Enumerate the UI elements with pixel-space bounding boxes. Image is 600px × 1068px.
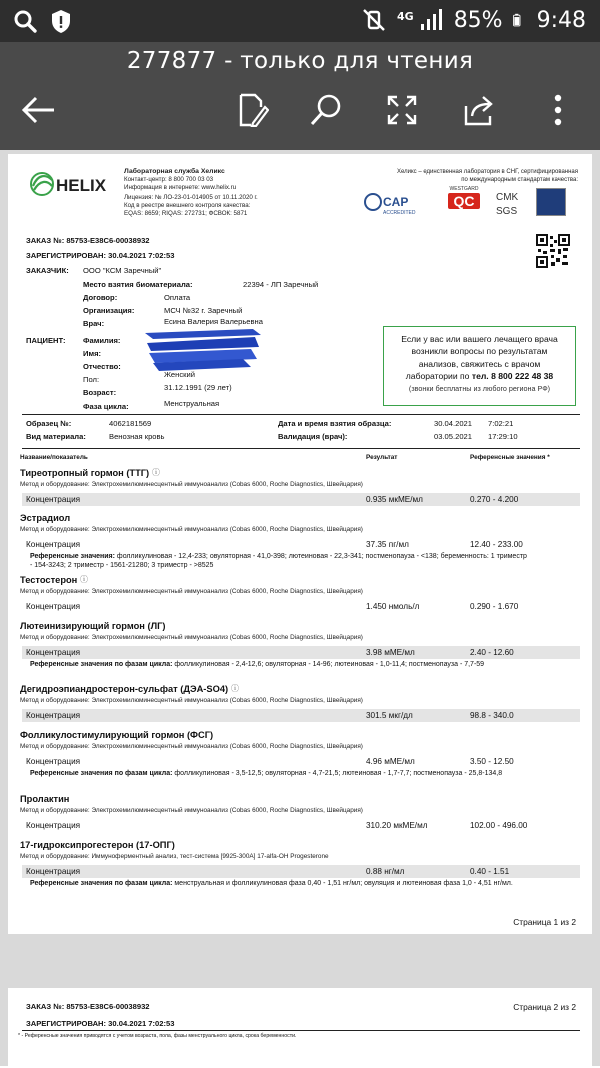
sample-label: Образец №: xyxy=(26,419,72,428)
doctor-value: Есина Валерия Валерьевна xyxy=(164,317,263,326)
svg-text:HELIX: HELIX xyxy=(56,176,107,195)
svg-text:ACCREDITED: ACCREDITED xyxy=(383,210,416,216)
material-label: Вид материала: xyxy=(26,432,86,441)
edit-document-icon xyxy=(235,93,269,127)
lab-website: Информация в интернете: www.helix.ru xyxy=(124,184,237,191)
result-value: 310.20 мкМЕ/мл xyxy=(366,821,428,830)
search-icon xyxy=(309,93,343,127)
lab-license: Лицензия: № ЛО-23-01-014905 от 10.11.2020 г. xyxy=(124,194,258,201)
find-button[interactable] xyxy=(306,90,346,130)
lab-name: Лабораторная служба Хеликс xyxy=(124,168,225,175)
reference-note-text: менструальная и фолликулиновая фаза 0,40 - 1,51 нг/мл; овуляция и лютеиновая фаза 1,0 - 4,51 нг/мл. xyxy=(172,880,513,887)
cert-text-line: по международным стандартам качества: xyxy=(461,177,578,183)
reference-range: 0.270 - 4.200 xyxy=(470,495,519,504)
param-name: Концентрация xyxy=(26,648,81,657)
result-value: 0.88 нг/мл xyxy=(366,867,405,876)
page-number: Страница 1 из 2 xyxy=(513,917,576,927)
reference-note xyxy=(30,879,530,888)
lab-eqas: EQAS: 8659; RIQAS: 272731; ФСВОК: 5871 xyxy=(124,210,248,217)
organization-value: МСЧ №32 г. Заречный xyxy=(164,306,243,315)
info-icon[interactable]: ⓘ xyxy=(80,575,88,584)
param-name: Концентрация xyxy=(26,602,81,611)
test-method: Метод и оборудование: Электрохемилюминесцентный иммуноанализ (Cobas 6000, Roche Diagnostics, Швейцария) xyxy=(20,697,363,704)
battery-icon xyxy=(513,7,527,33)
taken-label: Дата и время взятия образца: xyxy=(278,419,392,428)
footnote: * - Референсные значения приводятся с учетом возраста, пола, фазы менструального цикла, срока беременности. xyxy=(18,1033,297,1039)
reference-note-text: фолликулиновая - 3,5-12,5; овуляторная - 4,7-21,5; лютеиновая - 1,7-7,7; постменопауза - 25,8-134,8 xyxy=(172,770,503,777)
lab-phone[interactable]: тел. 8 800 222 48 38 xyxy=(471,371,554,382)
note-line: Если у вас или вашего лечащего врача xyxy=(401,334,558,344)
document-title: 277877 - только для чтения xyxy=(126,48,474,74)
note-line: анализов, свяжитесь с врачом xyxy=(418,358,541,369)
param-name: Концентрация xyxy=(26,821,81,830)
sample-value: 4062181569 xyxy=(109,419,152,428)
site-value: 22394 - ЛП Заречный xyxy=(243,280,319,289)
test-title: Дегидроэпиандростерон-сульфат (ДЭА-SO4) xyxy=(20,684,229,694)
page-1 xyxy=(8,154,592,934)
page2-order-number: ЗАКАЗ №: 85753-E38C6-00038932 xyxy=(26,1002,150,1011)
param-name: Концентрация xyxy=(26,757,81,766)
test-method: Метод и оборудование: Электрохемилюминесцентный иммуноанализ (Cobas 6000, Roche Diagnostics, Швейцария) xyxy=(20,481,363,488)
age-label: Возраст: xyxy=(83,388,117,397)
validation-time: 17:29:10 xyxy=(488,432,518,441)
fullscreen-icon xyxy=(386,94,418,126)
reference-note-label: Референсные значения по фазам цикла: xyxy=(30,880,173,887)
redaction-scribble xyxy=(143,325,263,375)
patronymic-label: Отчество: xyxy=(83,362,121,371)
signal-icon xyxy=(418,7,444,33)
page2-page-number: Страница 2 из 2 xyxy=(513,1002,576,1012)
test-title: Тестостерон xyxy=(20,575,78,585)
lab-registry: Код в реестре внешнего контроля качества: xyxy=(124,202,251,209)
share-icon xyxy=(463,94,497,126)
result-row xyxy=(22,819,580,832)
reference-note-text: фолликулиновая - 12,4-233; овуляторная - 41,0-398; лютеиновая - 22,3-341; постменопауза - <138; беременность: 1 триместр - 154-3243; 2 триместр - 1561-21280; 3 триместр - >8525 xyxy=(30,553,527,570)
taken-time: 7:02:21 xyxy=(488,419,514,428)
mute-vibrate-icon xyxy=(361,7,387,33)
param-name: Концентрация xyxy=(26,540,81,549)
test-title: Пролактин xyxy=(20,794,70,804)
doctor-label: Врач: xyxy=(83,319,105,328)
result-row xyxy=(22,600,580,613)
validation-label: Валидация (врач): xyxy=(278,432,348,441)
qc-badge: QC xyxy=(448,193,480,209)
doctor-contact-note xyxy=(383,326,576,406)
result-row xyxy=(22,709,580,722)
contract-value: Оплата xyxy=(164,293,191,302)
reference-range: 3.50 - 12.50 xyxy=(470,757,514,766)
reference-note-label: Референсные значения по фазам цикла: xyxy=(30,770,173,777)
column-name: Название/показатель xyxy=(20,454,88,461)
share-button[interactable] xyxy=(460,90,500,130)
helix-logo xyxy=(28,166,118,202)
divider xyxy=(22,1030,580,1031)
reference-range: 102.00 - 496.00 xyxy=(470,821,528,830)
reference-note xyxy=(30,552,530,571)
taken-date: 30.04.2021 xyxy=(434,419,473,428)
reference-note-label: Референсные значения по фазам цикла: xyxy=(30,661,173,668)
param-name: Концентрация xyxy=(26,495,81,504)
info-icon[interactable]: ⓘ xyxy=(231,684,239,693)
info-icon[interactable]: ⓘ xyxy=(152,468,160,477)
test-method: Метод и оборудование: Электрохемилюминесцентный иммуноанализ (Cobas 6000, Roche Diagnostics, Швейцария) xyxy=(20,743,363,750)
westgard-label: WESTGARD xyxy=(449,186,479,192)
customer-value: ООО "КСМ Заречный" xyxy=(83,266,162,275)
result-row xyxy=(22,865,580,878)
sex-value: Женский xyxy=(164,370,195,379)
reference-note-text: фолликулиновая - 2,4-12,6; овуляторная - 14-96; лютеиновая - 1,0-11,4; постменопауза - 7,7-59 xyxy=(172,661,485,668)
param-name: Концентрация xyxy=(26,711,81,720)
order-number: ЗАКАЗ №: 85753-E38C6-00038932 xyxy=(26,236,150,245)
reference-range: 0.40 - 1.51 xyxy=(470,867,510,876)
param-name: Концентрация xyxy=(26,867,81,876)
note-line: возникли вопросы по результатам xyxy=(411,346,548,357)
battery-percent: 85% xyxy=(453,7,503,33)
result-value: 37.35 пг/мл xyxy=(366,540,409,549)
page-2 xyxy=(8,988,592,1068)
sex-label: Пол: xyxy=(83,375,100,384)
result-row xyxy=(22,646,580,659)
name-label: Имя: xyxy=(83,349,102,358)
test-title: Лютеинизирующий гормон (ЛГ) xyxy=(20,621,166,631)
globalgap-logo xyxy=(536,188,566,216)
lab-info xyxy=(124,168,258,218)
clock: 9:48 xyxy=(536,7,586,33)
page2-registered-date: ЗАРЕГИСТРИРОВАН: 30.04.2021 7:02:53 xyxy=(26,1019,175,1028)
phase-label: Фаза цикла: xyxy=(83,402,129,411)
material-value: Венозная кровь xyxy=(109,432,165,441)
reference-range: 12.40 - 233.00 xyxy=(470,540,523,549)
registered-date: ЗАРЕГИСТРИРОВАН: 30.04.2021 7:02:53 xyxy=(26,251,175,260)
result-value: 4.96 мМЕ/мл xyxy=(366,757,415,766)
cert-text xyxy=(378,168,578,184)
divider xyxy=(22,414,580,415)
result-row xyxy=(22,755,580,768)
result-row xyxy=(22,493,580,506)
document-viewer[interactable] xyxy=(0,150,600,1066)
edit-button[interactable] xyxy=(232,90,272,130)
cert-text-line: Хеликс – единственная лаборатория в СНГ, сертифицированная xyxy=(396,169,578,175)
note-line: (звонки бесплатны из любого региона РФ) xyxy=(408,383,551,393)
validation-date: 03.05.2021 xyxy=(434,432,473,441)
test-title: Тиреотропный гормон (ТТГ) xyxy=(20,468,150,478)
reference-note xyxy=(30,660,530,669)
reference-note-label: Референсные значения: xyxy=(30,553,115,560)
test-method: Метод и оборудование: Электрохемилюминесцентный иммуноанализ (Cobas 6000, Roche Diagnostics, Швейцария) xyxy=(20,526,363,533)
back-button[interactable] xyxy=(18,90,58,130)
svg-text:CMK: CMK xyxy=(496,192,519,203)
reference-range: 98.8 - 340.0 xyxy=(470,711,514,720)
test-method: Метод и оборудование: Электрохемилюминесцентный иммуноанализ (Cobas 6000, Roche Diagnostics, Швейцария) xyxy=(20,588,363,595)
reference-note xyxy=(30,769,530,778)
result-value: 0.935 мкМЕ/мл xyxy=(366,495,423,504)
more-vert-icon xyxy=(553,94,563,126)
divider xyxy=(22,448,580,449)
test-title: Фолликулостимулирующий гормон (ФСГ) xyxy=(20,730,214,740)
patient-label: ПАЦИЕНТ: xyxy=(26,336,66,345)
result-value: 3.98 мМЕ/мл xyxy=(366,648,415,657)
result-row xyxy=(22,538,580,551)
svg-text:CAP: CAP xyxy=(383,195,409,209)
age-value: 31.12.1991 (29 лет) xyxy=(164,383,232,392)
contract-label: Договор: xyxy=(83,293,118,302)
lab-contact: Контакт-центр: 8 800 700 03 03 xyxy=(124,176,214,183)
svg-text:SGS: SGS xyxy=(496,206,518,217)
surname-label: Фамилия: xyxy=(83,336,121,345)
test-method: Метод и оборудование: Иммуноферментный анализ, тест-система [9925-300A] 17-alfa-OH Progesterone xyxy=(20,853,329,860)
phase-value: Менструальная xyxy=(164,399,220,408)
network-type: 4G xyxy=(397,9,414,23)
test-title: Эстрадиол xyxy=(20,513,71,523)
app-bar xyxy=(0,42,600,150)
search-icon xyxy=(12,8,38,34)
more-options-button[interactable] xyxy=(538,90,578,130)
result-value: 1.450 нмоль/л xyxy=(366,602,420,611)
site-label: Место взятия биоматериала: xyxy=(83,280,193,289)
qr-code xyxy=(536,234,570,268)
note-line xyxy=(384,370,575,382)
organization-label: Организация: xyxy=(83,306,135,315)
note-prefix: лаборатории по xyxy=(405,371,472,382)
column-reference: Референсные значения * xyxy=(470,454,550,461)
result-value: 301.5 мкг/дл xyxy=(366,711,413,720)
status-bar xyxy=(0,0,600,42)
test-title: 17-гидроксипрогестерон (17-ОПГ) xyxy=(20,840,175,850)
fullscreen-button[interactable] xyxy=(382,90,422,130)
test-method: Метод и оборудование: Электрохемилюминесцентный иммуноанализ (Cobas 6000, Roche Diagnostics, Швейцария) xyxy=(20,807,363,814)
reference-range: 0.290 - 1.670 xyxy=(470,602,519,611)
sgs-logo xyxy=(494,188,524,220)
shield-alert-icon xyxy=(48,8,74,34)
test-method: Метод и оборудование: Электрохемилюминесцентный иммуноанализ (Cobas 6000, Roche Diagnostics, Швейцария) xyxy=(20,634,363,641)
cap-logo xyxy=(363,190,433,220)
column-result: Результат xyxy=(366,454,398,461)
reference-range: 2.40 - 12.60 xyxy=(470,648,514,657)
customer-label: ЗАКАЗЧИК: xyxy=(26,266,69,275)
back-arrow-icon xyxy=(20,95,56,125)
westgard-logo xyxy=(444,186,484,210)
